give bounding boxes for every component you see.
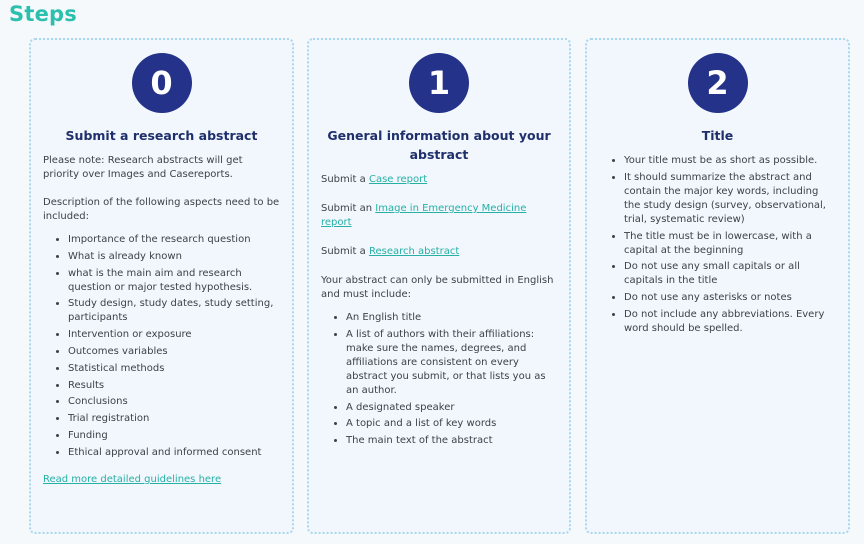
list-item: • Conclusions [68, 395, 280, 409]
list-item: • Your title must be as short as possible. [624, 154, 836, 168]
list-item: • The main text of the abstract [346, 434, 557, 448]
step-body [31, 154, 292, 487]
list-item: • An English title [346, 311, 557, 325]
list-item: • A list of authors with their affiliations: make sure the names, degrees, and affiliations are consistent on every abstract you submit, or that lists you as an author. [346, 328, 557, 398]
list-item: • Importance of the research question [68, 233, 280, 247]
title-rules-list [599, 154, 836, 336]
list-item: • Outcomes variables [68, 345, 280, 359]
requirements-intro: Your abstract can only be submitted in English and must include: [321, 275, 554, 300]
research-abstract-link[interactable]: Research abstract [368, 246, 460, 257]
requirements-list [321, 311, 557, 448]
step-title: Submit a research abstract [65, 128, 258, 143]
aspects-list [43, 233, 280, 460]
list-item: • Results [68, 379, 280, 393]
step-number-badge: 1 [409, 53, 469, 113]
guidelines-link[interactable]: Read more detailed guidelines here [43, 473, 222, 485]
list-item: • Do not use any small capitals or all capitals in the title [624, 260, 836, 288]
list-item: • Statistical methods [68, 362, 280, 376]
submit-image-report-line: Submit an Image in Emergency Medicine report [321, 203, 527, 228]
step-card-1 [307, 38, 571, 534]
step-number-badge: 0 [132, 53, 192, 113]
list-item: • Ethical approval and informed consent [68, 446, 280, 460]
list-item: • It should summarize the abstract and contain the major key words, including the study design (survey, observational, trial, systematic review) [624, 171, 836, 227]
list-item: • Study design, study dates, study setting, participants [68, 297, 280, 325]
step-number-badge: 2 [688, 53, 748, 113]
submit-research-abstract-line: Submit a Research abstract [321, 246, 460, 257]
list-item: • Do not use any asterisks or notes [624, 291, 836, 305]
list-item: • The title must be in lowercase, with a capital at the beginning [624, 230, 836, 258]
list-item: • Trial registration [68, 412, 280, 426]
case-report-link[interactable]: Case report [368, 174, 428, 185]
submit-case-report-line: Submit a Case report [321, 174, 428, 185]
list-item: • what is the main aim and research question or major tested hypothesis. [68, 267, 280, 295]
step-title: General information about your abstract [327, 128, 551, 162]
priority-note: Please note: Research abstracts will get priority over Images and Casereports. [43, 155, 243, 180]
list-item: • Funding [68, 429, 280, 443]
step-card-2 [585, 38, 850, 534]
list-item: • A designated speaker [346, 401, 557, 415]
step-body [587, 154, 848, 336]
list-item: • Intervention or exposure [68, 328, 280, 342]
image-report-link[interactable]: Image in Emergency Medicine report [321, 203, 527, 228]
list-item: • What is already known [68, 250, 280, 264]
page-title: Steps [9, 2, 77, 26]
list-item: • Do not include any abbreviations. Every word should be spelled. [624, 308, 836, 336]
step-card-0 [29, 38, 294, 534]
description-intro: Description of the following aspects need to be included: [43, 197, 280, 222]
list-item: • A topic and a list of key words [346, 417, 557, 431]
step-title: Title [701, 128, 734, 143]
step-body [309, 173, 569, 448]
